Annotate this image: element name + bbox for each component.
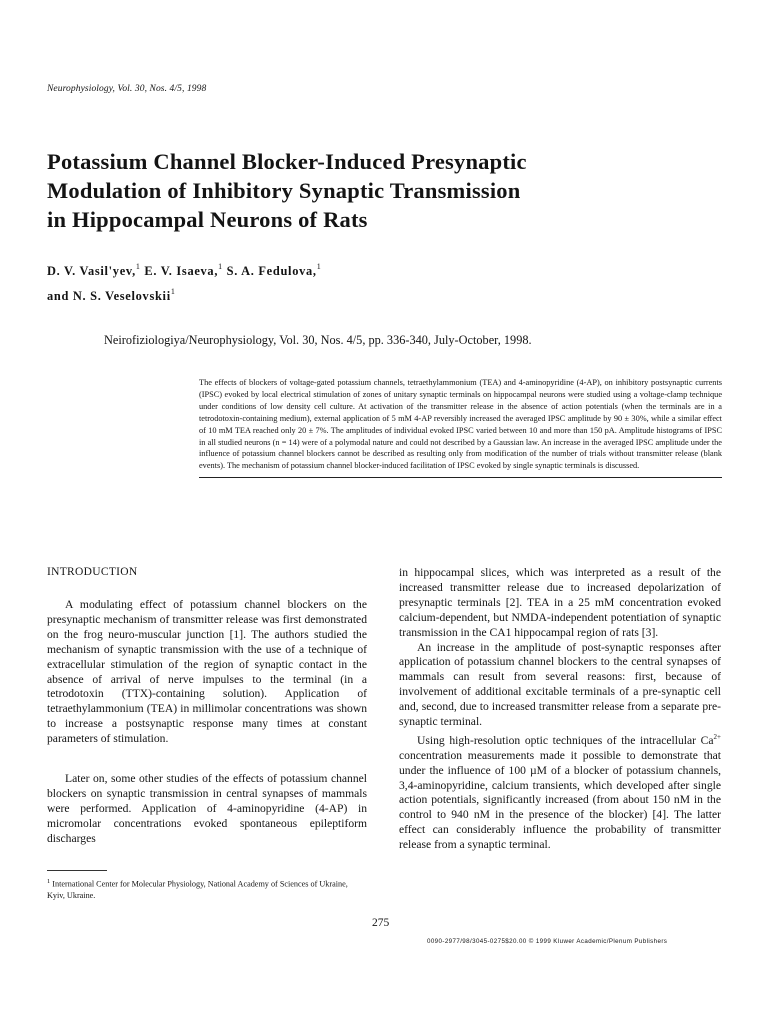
body-text: concentration measurements made it possible to demonstrate that under the influence of 100 µM of a blocker of potassium channels, 3,4-aminopyridine, calcium transients, which developed after single action potentials, significantly increased (from about 150 nM in the control to 940 nM in the presence of the blocker) [4]. The latter effect can considerably influence the probability of transmitter release from a synaptic terminal. [399, 748, 721, 852]
affiliation-mark: 1 [170, 287, 176, 297]
body-paragraph: in hippocampal slices, which was interpreted as a result of the increased transmitter release due to increased depolarization of presynaptic terminals [2]. TEA in a 25 mM concentration evoked calcium-dependent, but NMDA-independent potentiation of synaptic transmission in the CA1 hippocampal region of rats [3]. [399, 566, 721, 639]
left-column-paragraph-1 [47, 598, 367, 747]
body-paragraph [399, 730, 721, 853]
footnote-divider [47, 870, 107, 871]
author-name: E. V. Isaeva, [144, 264, 219, 279]
body-paragraph: An increase in the amplitude of post-synaptic responses after application of potassium channel blockers to the central synapses of mammals can result from several reasons: first, because of involvement of additional excitable terminals of a pre-synaptic cell and, second, due to increased transmitter release from a separate pre-synaptic terminal. [399, 640, 721, 729]
author-name: and N. S. Veselovskii [47, 289, 171, 304]
title-line: Potassium Channel Blocker-Induced Presynaptic [47, 149, 527, 174]
paper-title [47, 147, 687, 234]
body-paragraph: Later on, some other studies of the effects of potassium channel blockers on synaptic transmission in central synapses of mammals were performed. Application of 4-aminopyridine (4-AP) in micromolar concentrations evoked spontaneous epileptiform discharges [47, 772, 367, 845]
right-column [399, 566, 721, 853]
abstract-text: The effects of blockers of voltage-gated potassium channels, tetraethylammonium (TEA) and 4-aminopyridine (4-AP), on inhibitory postsynaptic currents (IPSC) evoked by local electrical stimulation of zones of unitary synaptic terminals on hippocampal neurons were studied using a voltage-clamp technique under conditions of low density cell culture. At activation of the transmitter release in the absence of action potentials (when the terminals are in a tetrodotoxin-containing medium), external application of 5 mM 4-AP reversibly increased the averaged IPSC amplitude by 90 ± 30%, while a similar effect of 10 mM TEA reached only 20 ± 7%. The amplitudes of individual evoked IPSC varied between 10 and more than 150 pA. Amplitude histograms of IPSC in all studied neurons (n = 14) were of a polymodal nature and could not described by a Gaussian law. An increase in the averaged IPSC amplitude under the influence of potassium channel blockers cannot be described as resulting only from modification of the number of trials without transmitter release (blank events). The mechanism of potassium channel blocker-induced facilitation of IPSC evoked by single synaptic terminals is discussed. [199, 378, 722, 471]
footnote-mark: 1 [47, 878, 51, 885]
affiliation-mark: 1 [316, 262, 322, 271]
title-line: in Hippocampal Neurons of Rats [47, 207, 368, 232]
journal-header: Neurophysiology, Vol. 30, Nos. 4/5, 1998 [47, 84, 207, 94]
citation-line: Neirofiziologiya/Neurophysiology, Vol. 30, Nos. 4/5, pp. 336-340, July-October, 1998. [104, 333, 532, 347]
section-heading-introduction: INTRODUCTION [47, 566, 138, 578]
title-line: Modulation of Inhibitory Synaptic Transmission [47, 178, 521, 203]
page-number: 275 [372, 917, 390, 929]
author-name: D. V. Vasil'yev, [47, 264, 136, 279]
author-line-2 [47, 282, 321, 307]
author-list [47, 257, 321, 307]
body-text: Using high-resolution optic techniques of the intracellular Ca [417, 733, 714, 747]
author-line-1 [47, 257, 321, 282]
copyright-line: 0090-2977/98/3045-0275$20.00 © 1999 Kluwer Academic/Plenum Publishers [427, 938, 668, 945]
superscript: 2+ [713, 732, 721, 741]
abstract [199, 377, 722, 478]
left-column-paragraph-2 [47, 772, 367, 847]
affiliation-mark: 1 [218, 262, 223, 271]
footnote [47, 876, 367, 901]
author-name: S. A. Fedulova, [226, 264, 317, 279]
affiliation-mark: 1 [135, 262, 141, 271]
footnote-text [47, 876, 367, 901]
body-paragraph: A modulating effect of potassium channel blockers on the presynaptic mechanism of transmitter release was first demonstrated on the frog neuro-muscular junction [1]. The authors studied the mechanism of synaptic transmission with the use of a technique of extracellular stimulation of the region of synaptic contact in the absence of arrival of nerve impulses to the terminal (in a tetrodotoxin (TTX)-containing solution). Application of tetraethylammonium (TEA) in millimolar concentrations was shown to increase a postsynaptic response many times at constant parameters of stimulation. [47, 598, 367, 746]
footnote-body: International Center for Molecular Physiology, National Academy of Sciences of Ukraine, Kyiv, Ukraine. [47, 879, 348, 900]
